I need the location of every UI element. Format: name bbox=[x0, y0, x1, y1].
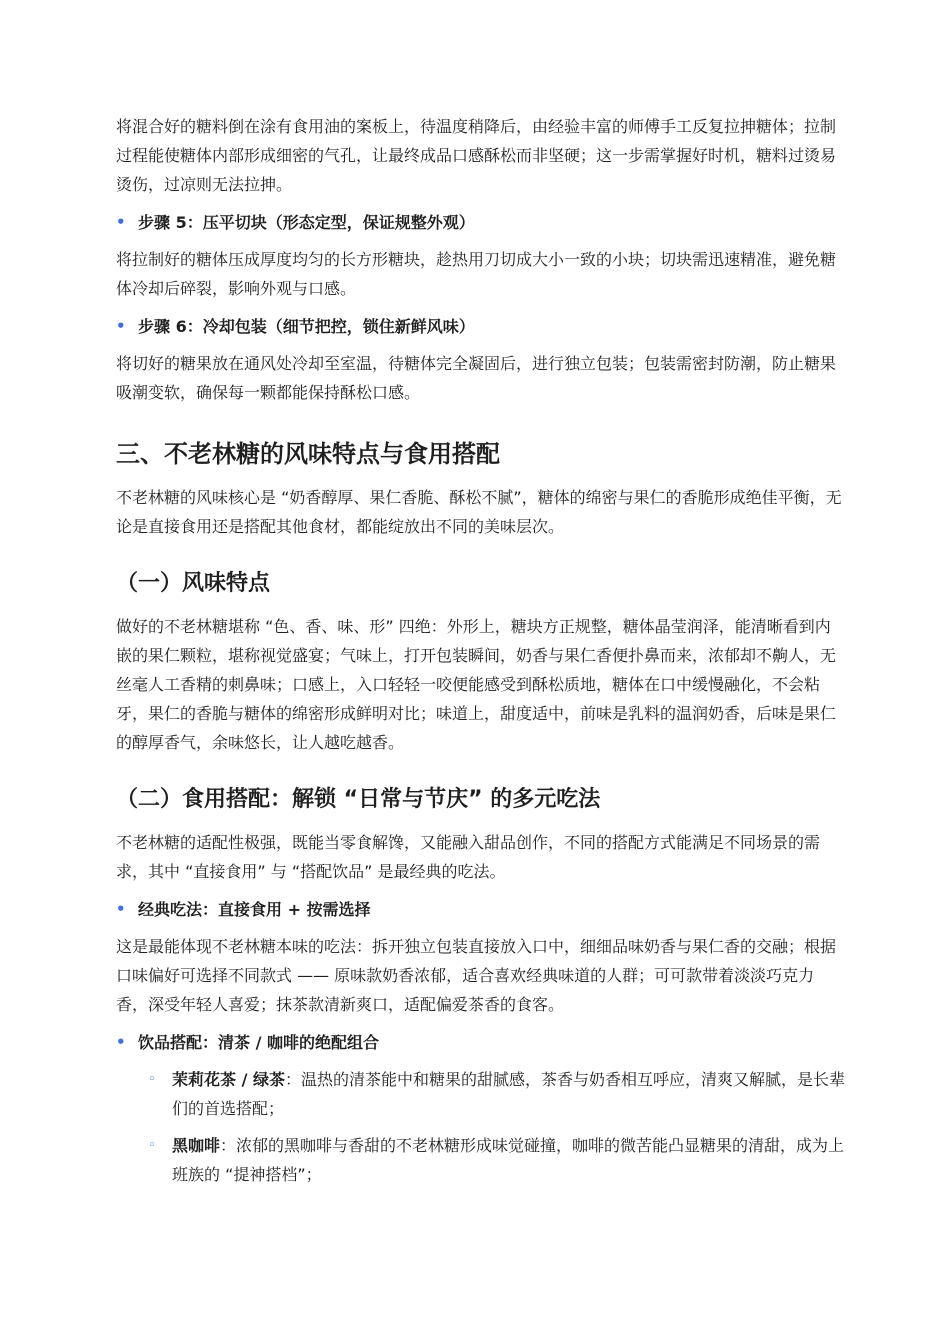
coffee-text: ：浓郁的黑咖啡与香甜的不老林糖形成味觉碰撞，咖啡的微苦能凸显糖果的清甜，成为上班族的 “提神搭档”； bbox=[172, 1136, 845, 1184]
paragraph-step6: 将切好的糖果放在通风处冷却至室温，待糖体完全凝固后，进行独立包装；包装需密封防潮，防止糖果吸潮变软，确保每一颗都能保持酥松口感。 bbox=[116, 354, 837, 402]
bullet-icon: • bbox=[116, 317, 126, 335]
paragraph-flavor: 做好的不老林糖堪称 “色、香、味、形” 四绝：外形上，糖块方正规整，糖体晶莹润泽，能清晰看到内嵌的果仁颗粒，堪称视觉盛宴；气味上，打开包装瞬间，奶香与果仁香便扑鼻而来，浓郁却不齁人，无丝毫人工香精的刺鼻味；口感上，入口轻轻一咬便能感受到酥松质地，糖体在口中缓慢融化，不会粘牙，果仁的香脆与糖体的绵密形成鲜明对比；味道上，甜度适中，前味是乳料的温润奶香，后味是果仁的醇厚香气，余味悠长，让人越吃越香。 bbox=[116, 617, 837, 752]
document-page bbox=[116, 112, 846, 1189]
circle-bullet-icon: ◦ bbox=[148, 1072, 156, 1087]
list-item-drinks bbox=[116, 1028, 846, 1057]
tea-term: 茉莉花茶 / 绿茶 bbox=[172, 1070, 285, 1089]
drinks-title: 饮品搭配：清茶 / 咖啡的绝配组合 bbox=[138, 1033, 379, 1052]
circle-bullet-icon: ◦ bbox=[148, 1138, 156, 1153]
bullet-icon: • bbox=[116, 900, 126, 918]
sub-list-item-coffee bbox=[116, 1131, 846, 1189]
paragraph-classic: 这是最能体现不老林糖本味的吃法：拆开独立包装直接放入口中，细细品味奶香与果仁香的交融；根据口味偏好可选择不同款式 —— 原味款奶香浓郁，适合喜欢经典味道的人群；可可款带着淡淡巧克力香，深受年轻人喜爱；抹茶款清新爽口，适配偏爱茶香的食客。 bbox=[116, 937, 837, 1014]
subsection-heading-flavor: （一）风味特点 bbox=[116, 571, 271, 596]
sub-list-item-tea bbox=[116, 1065, 846, 1123]
step6-title: 步骤 6：冷却包装（细节把控，锁住新鲜风味） bbox=[138, 317, 475, 336]
coffee-term: 黑咖啡 bbox=[172, 1136, 221, 1155]
paragraph-pull-candy: 将混合好的糖料倒在涂有食用油的案板上，待温度稍降后，由经验丰富的师傅手工反复拉抻糖体；拉制过程能使糖体内部形成细密的气孔，让最终成品口感酥松而非坚硬；这一步需掌握好时机，糖料过烫易烫伤，过凉则无法拉抻。 bbox=[116, 117, 837, 194]
paragraph-intro: 不老林糖的风味核心是 “奶香醇厚、果仁香脆、酥松不腻”，糖体的绵密与果仁的香脆形成绝佳平衡，无论是直接食用还是搭配其他食材，都能绽放出不同的美味层次。 bbox=[116, 488, 842, 536]
classic-title: 经典吃法：直接食用 + 按需选择 bbox=[138, 900, 371, 919]
subsection-heading-pairing: （二）食用搭配：解锁 “日常与节庆” 的多元吃法 bbox=[116, 787, 601, 812]
tea-text: ：温热的清茶能中和糖果的甜腻感，茶香与奶香相互呼应，清爽又解腻，是长辈们的首选搭配； bbox=[172, 1070, 846, 1118]
bullet-icon: • bbox=[116, 1033, 126, 1051]
list-item-classic bbox=[116, 895, 846, 924]
list-item-step6 bbox=[116, 312, 846, 341]
bullet-icon: • bbox=[116, 213, 126, 231]
paragraph-step5: 将拉制好的糖体压成厚度均匀的长方形糖块，趁热用刀切成大小一致的小块；切块需迅速精准，避免糖体冷却后碎裂，影响外观与口感。 bbox=[116, 250, 837, 298]
step5-title: 步骤 5：压平切块（形态定型，保证规整外观） bbox=[138, 213, 475, 232]
paragraph-pairing-intro: 不老林糖的适配性极强，既能当零食解馋，又能融入甜品创作，不同的搭配方式能满足不同场景的需求，其中 “直接食用” 与 “搭配饮品” 是最经典的吃法。 bbox=[116, 833, 821, 881]
list-item-step5 bbox=[116, 208, 846, 237]
section-heading: 三、不老林糖的风味特点与食用搭配 bbox=[116, 440, 500, 468]
